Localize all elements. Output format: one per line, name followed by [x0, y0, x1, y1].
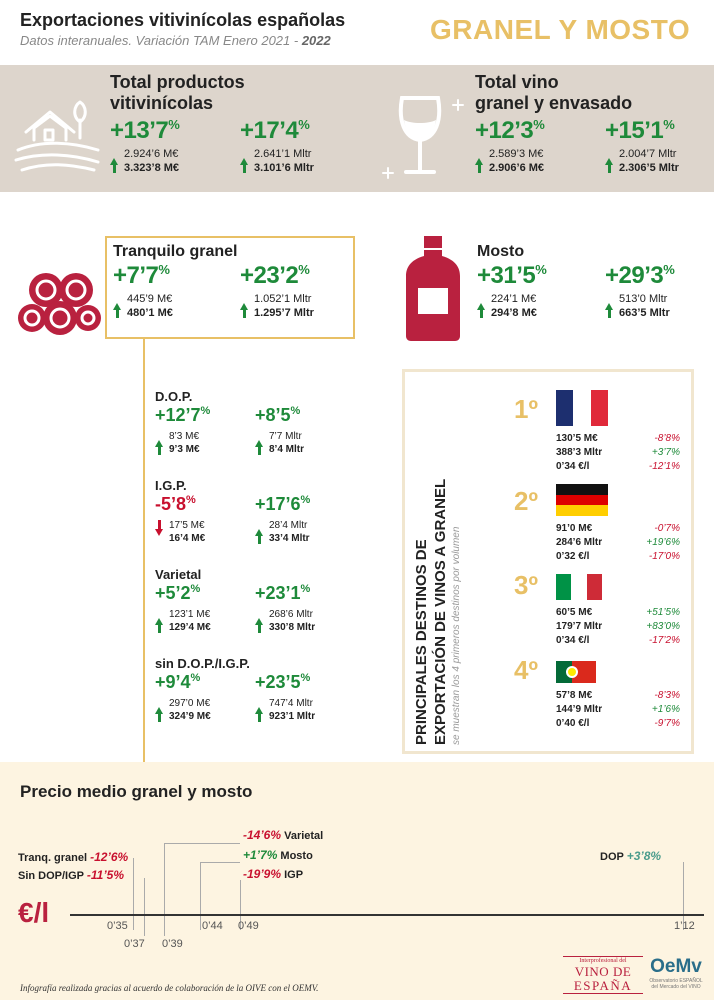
prev-value: 123’1 M€ [169, 609, 211, 620]
destination-4 [510, 655, 680, 745]
prev-value: 224’1 M€ [491, 293, 537, 305]
varietal-label-row [243, 828, 323, 842]
up-arrow-icon [155, 440, 163, 447]
price-label: Mosto [280, 850, 313, 862]
price-label: Varietal [284, 830, 324, 842]
guide-line [200, 862, 201, 930]
dest-value: 0’34 €/l [556, 635, 590, 646]
page-title: Exportaciones vitivinícolas españolas [20, 10, 346, 30]
category-title: Varietal [155, 567, 202, 582]
dest-pct: -12’1% [648, 461, 680, 472]
price-pct: -14’6% [243, 828, 282, 842]
pct-sign: % [663, 117, 675, 132]
pct-sign: % [533, 117, 545, 132]
tick-label: 0’44 [202, 920, 223, 932]
dest-value: 57’8 M€ [556, 690, 593, 701]
pct-sign: % [168, 117, 180, 132]
flag-france-icon [556, 390, 608, 426]
pct-value [477, 262, 546, 290]
price-pct: -19’9% [243, 867, 282, 881]
up-arrow-icon [255, 529, 263, 536]
pct-sign: % [190, 672, 201, 684]
category-title: D.O.P. [155, 389, 193, 404]
footer-credit: Infografía realizada gracias al acuerdo de colaboración de la OIVE con el OEMV. [20, 983, 319, 993]
varietal-volume [255, 583, 315, 634]
up-arrow-icon [605, 303, 613, 310]
dest-value: 179’7 Mltr [556, 621, 603, 632]
title-line: granel y envasado [475, 93, 633, 113]
prev-value: 297’0 M€ [169, 698, 211, 709]
price-label: IGP [284, 869, 304, 881]
destinos-title-line: EXPORTACIÓN DE VINOS A GRANEL [432, 478, 449, 745]
pct-value [155, 583, 211, 604]
igp-volume [255, 494, 310, 545]
mosto-value [477, 262, 546, 320]
tranquilo-title: Tranquilo granel [113, 243, 238, 260]
flag-germany-icon [556, 484, 608, 516]
prev-value: 747’4 Mltr [269, 698, 313, 709]
curr-value: 324’9 M€ [169, 711, 211, 722]
page-subtitle [20, 33, 345, 48]
pct-number: +17’4 [240, 117, 299, 144]
tranquilo-value [113, 262, 173, 320]
pct-value [155, 405, 210, 426]
igp-value [155, 494, 205, 545]
pct-sign: % [298, 262, 310, 277]
category-dop [155, 389, 192, 404]
logo-text: ESPAÑA [573, 978, 633, 993]
guide-line [200, 862, 240, 863]
pct-sign: % [158, 262, 170, 277]
total-vino-volume [605, 117, 679, 175]
destinos-note: se muestran los 4 primeros destinos por volumen [451, 526, 462, 745]
price-pct: +3’8% [626, 849, 662, 863]
sin-label-row [18, 868, 124, 882]
guide-line [133, 858, 134, 930]
vineyard-farm-icon [12, 100, 102, 172]
prev-value: 8’3 M€ [169, 431, 200, 442]
price-axis [70, 914, 704, 916]
prev-value: 2.004’7 Mltr [619, 148, 677, 160]
dest-pct: -9’7% [654, 718, 680, 729]
rank-number: 4º [514, 655, 538, 685]
tranq-label-row [18, 850, 128, 864]
destinos-title-line: PRINCIPALES DESTINOS DE [413, 539, 430, 745]
barrels-icon [18, 268, 102, 340]
dest-pct: +83’0% [646, 621, 680, 632]
dop-volume [255, 405, 304, 456]
logo-oemv [648, 956, 704, 996]
total-vino-value [475, 117, 544, 175]
wine-glass-icon [380, 90, 470, 185]
curr-value: 129’4 M€ [169, 622, 211, 633]
dop-value [155, 405, 210, 456]
pct-sign: % [663, 262, 675, 277]
tranquilo-volume [240, 262, 314, 320]
pct-sign: % [535, 262, 547, 277]
pct-sign: % [300, 583, 311, 595]
price-pct: -12’6% [90, 850, 129, 864]
up-arrow-icon [255, 618, 263, 625]
total-productos-volume [240, 117, 314, 175]
prev-value: 445’9 M€ [127, 293, 173, 305]
sin-dop-igp-value [155, 672, 211, 723]
dest-value: 284’6 Mltr [556, 537, 603, 548]
subtitle-year: 2022 [301, 33, 331, 48]
up-arrow-icon [477, 303, 485, 310]
curr-value: 663’5 Mltr [619, 307, 670, 319]
prev-value: 2.641’1 Mltr [254, 148, 312, 160]
curr-value: 3.101’6 Mltr [254, 162, 314, 174]
pct-value [255, 494, 310, 515]
logo-text: Observatorio ESPAÑOL del Mercado del VINO [649, 978, 703, 990]
pct-number: +13’7 [110, 117, 169, 144]
dop-label-row [600, 849, 661, 863]
destinos-title [412, 375, 464, 745]
up-arrow-icon [255, 440, 263, 447]
dest-value: 0’34 €/l [556, 461, 590, 472]
price-label: Sin DOP/IGP [18, 870, 84, 882]
pct-sign: % [290, 405, 301, 417]
price-pct: -11’5% [86, 868, 125, 882]
pct-number: +5’2 [155, 583, 191, 603]
pct-number: +23’5 [255, 672, 301, 692]
up-arrow-icon [155, 618, 163, 625]
curr-value: 9’3 M€ [169, 444, 200, 455]
pct-value [240, 117, 314, 145]
pct-value [255, 405, 304, 426]
pct-number: -5’8 [155, 494, 187, 514]
dest-value: 0’40 €/l [556, 718, 590, 729]
pct-number: +15’1 [605, 117, 664, 144]
dest-pct: -8’8% [654, 433, 680, 444]
destination-3 [510, 570, 680, 660]
section-badge: GRANEL Y MOSTO [430, 14, 691, 45]
pct-number: +23’2 [240, 262, 299, 289]
pct-number: +7’7 [113, 262, 159, 289]
prev-value: 28’4 Mltr [269, 520, 308, 531]
subtitle-text: Datos interanuales. Variación TAM Enero 2021 - [20, 33, 302, 48]
prev-value: 2.924’6 M€ [124, 148, 179, 160]
pct-number: +8’5 [255, 405, 291, 425]
header [20, 10, 345, 48]
logo-text: VINO DE [574, 964, 632, 979]
curr-value: 3.323’8 M€ [124, 162, 180, 174]
pct-value [255, 583, 315, 604]
mosto-label-row [243, 848, 313, 862]
total-vino-block [475, 72, 632, 114]
category-sin-dop-igp [155, 656, 250, 671]
tick-label: 0’35 [107, 920, 128, 932]
mosto-volume [605, 262, 674, 320]
dest-pct: +1’6% [651, 704, 680, 715]
total-vino-title [475, 72, 632, 114]
rank-number: 1º [514, 394, 538, 424]
title-line: Total productos [110, 72, 245, 92]
curr-value: 33’4 Mltr [269, 533, 310, 544]
tick-label: 1’12 [674, 920, 695, 932]
pct-value [605, 117, 679, 145]
tick-label: 0’39 [162, 938, 183, 950]
mosto-title: Mosto [477, 243, 525, 260]
dest-pct: -17’2% [648, 635, 680, 646]
pct-number: +17’6 [255, 494, 301, 514]
bottle-icon [402, 236, 464, 342]
prev-value: 1.052’1 Mltr [254, 293, 312, 305]
up-arrow-icon [155, 707, 163, 714]
dest-value: 0’32 €/l [556, 551, 590, 562]
curr-value: 330’8 Mltr [269, 622, 316, 633]
pct-sign: % [200, 405, 211, 417]
pct-number: +12’3 [475, 117, 534, 144]
total-productos-title [110, 72, 245, 114]
pct-value [110, 117, 179, 145]
tick-label: 0’49 [238, 920, 259, 932]
axis-unit: €/l [18, 897, 50, 928]
guide-line [164, 843, 240, 844]
prev-value: 17’5 M€ [169, 520, 205, 531]
prev-value: 268’6 Mltr [269, 609, 313, 620]
pct-value [113, 262, 173, 290]
up-arrow-icon [113, 303, 121, 310]
pct-value [240, 262, 314, 290]
destination-1 [510, 388, 680, 478]
curr-value: 480’1 M€ [127, 307, 173, 319]
rank-number: 3º [514, 570, 538, 600]
up-arrow-icon [255, 707, 263, 714]
guide-line [144, 878, 145, 936]
logo-text: Interprofesional del [579, 958, 627, 964]
pct-value [155, 494, 205, 515]
pct-value [255, 672, 315, 693]
pct-number: +23’1 [255, 583, 301, 603]
category-title: sin D.O.P./I.G.P. [155, 656, 250, 671]
sin-dop-igp-volume [255, 672, 315, 723]
pct-value [155, 672, 211, 693]
destination-2 [510, 480, 680, 570]
logo-text: OeMv [650, 956, 702, 977]
curr-value: 923’1 Mltr [269, 711, 316, 722]
flag-italy-icon [556, 574, 602, 600]
total-productos-block [110, 72, 245, 114]
dest-pct: -17’0% [648, 551, 680, 562]
up-arrow-icon [475, 158, 483, 165]
dest-value: 388’3 Mltr [556, 447, 603, 458]
pct-sign: % [190, 583, 201, 595]
dest-pct: +19’6% [646, 537, 680, 548]
title-line: vitivinícolas [110, 93, 214, 113]
tranquilo-connector [143, 339, 145, 762]
prev-value: 7’7 Mltr [269, 431, 302, 442]
dest-pct: -0’7% [654, 523, 680, 534]
logo-vino-de-espana [563, 956, 643, 994]
pct-value [475, 117, 544, 145]
dest-pct: -8’3% [654, 690, 680, 701]
price-label: Tranq. granel [18, 852, 88, 864]
down-arrow-icon [155, 529, 163, 536]
curr-value: 2.306’5 Mltr [619, 162, 679, 174]
pct-sign: % [298, 117, 310, 132]
up-arrow-icon [240, 158, 248, 165]
up-arrow-icon [110, 158, 118, 165]
dest-value: 91’0 M€ [556, 523, 593, 534]
up-arrow-icon [240, 303, 248, 310]
igp-label-row [243, 867, 303, 881]
precio-title: Precio medio granel y mosto [20, 782, 253, 801]
category-varietal [155, 567, 201, 582]
pct-sign: % [300, 672, 311, 684]
title-line: Total vino [475, 72, 559, 92]
pct-number: +9’4 [155, 672, 191, 692]
curr-value: 16’4 M€ [169, 533, 206, 544]
flag-portugal-icon [556, 661, 596, 683]
pct-sign: % [186, 494, 196, 506]
price-label: DOP [600, 851, 624, 863]
dest-pct: +3’7% [651, 447, 680, 458]
guide-line [164, 843, 165, 936]
total-productos-value [110, 117, 179, 175]
rank-number: 2º [514, 486, 538, 516]
prev-value: 2.589’3 M€ [489, 148, 544, 160]
dest-value: 144’9 Mltr [556, 704, 603, 715]
pct-number: +31’5 [477, 262, 536, 289]
up-arrow-icon [605, 158, 613, 165]
tick-label: 0’37 [124, 938, 145, 950]
dest-value: 130’5 M€ [556, 433, 598, 444]
prev-value: 513’0 Mltr [619, 293, 668, 305]
pct-number: +12’7 [155, 405, 201, 425]
curr-value: 2.906’6 M€ [489, 162, 545, 174]
pct-number: +29’3 [605, 262, 664, 289]
pct-sign: % [300, 494, 311, 506]
curr-value: 294’8 M€ [491, 307, 537, 319]
dest-pct: +51’5% [646, 607, 680, 618]
pct-value [605, 262, 674, 290]
curr-value: 1.295’7 Mltr [254, 307, 314, 319]
category-igp [155, 478, 187, 493]
curr-value: 8’4 Mltr [269, 444, 305, 455]
price-pct: +1’7% [243, 848, 278, 862]
dest-value: 60’5 M€ [556, 607, 593, 618]
category-title: I.G.P. [155, 478, 187, 493]
varietal-value [155, 583, 211, 634]
